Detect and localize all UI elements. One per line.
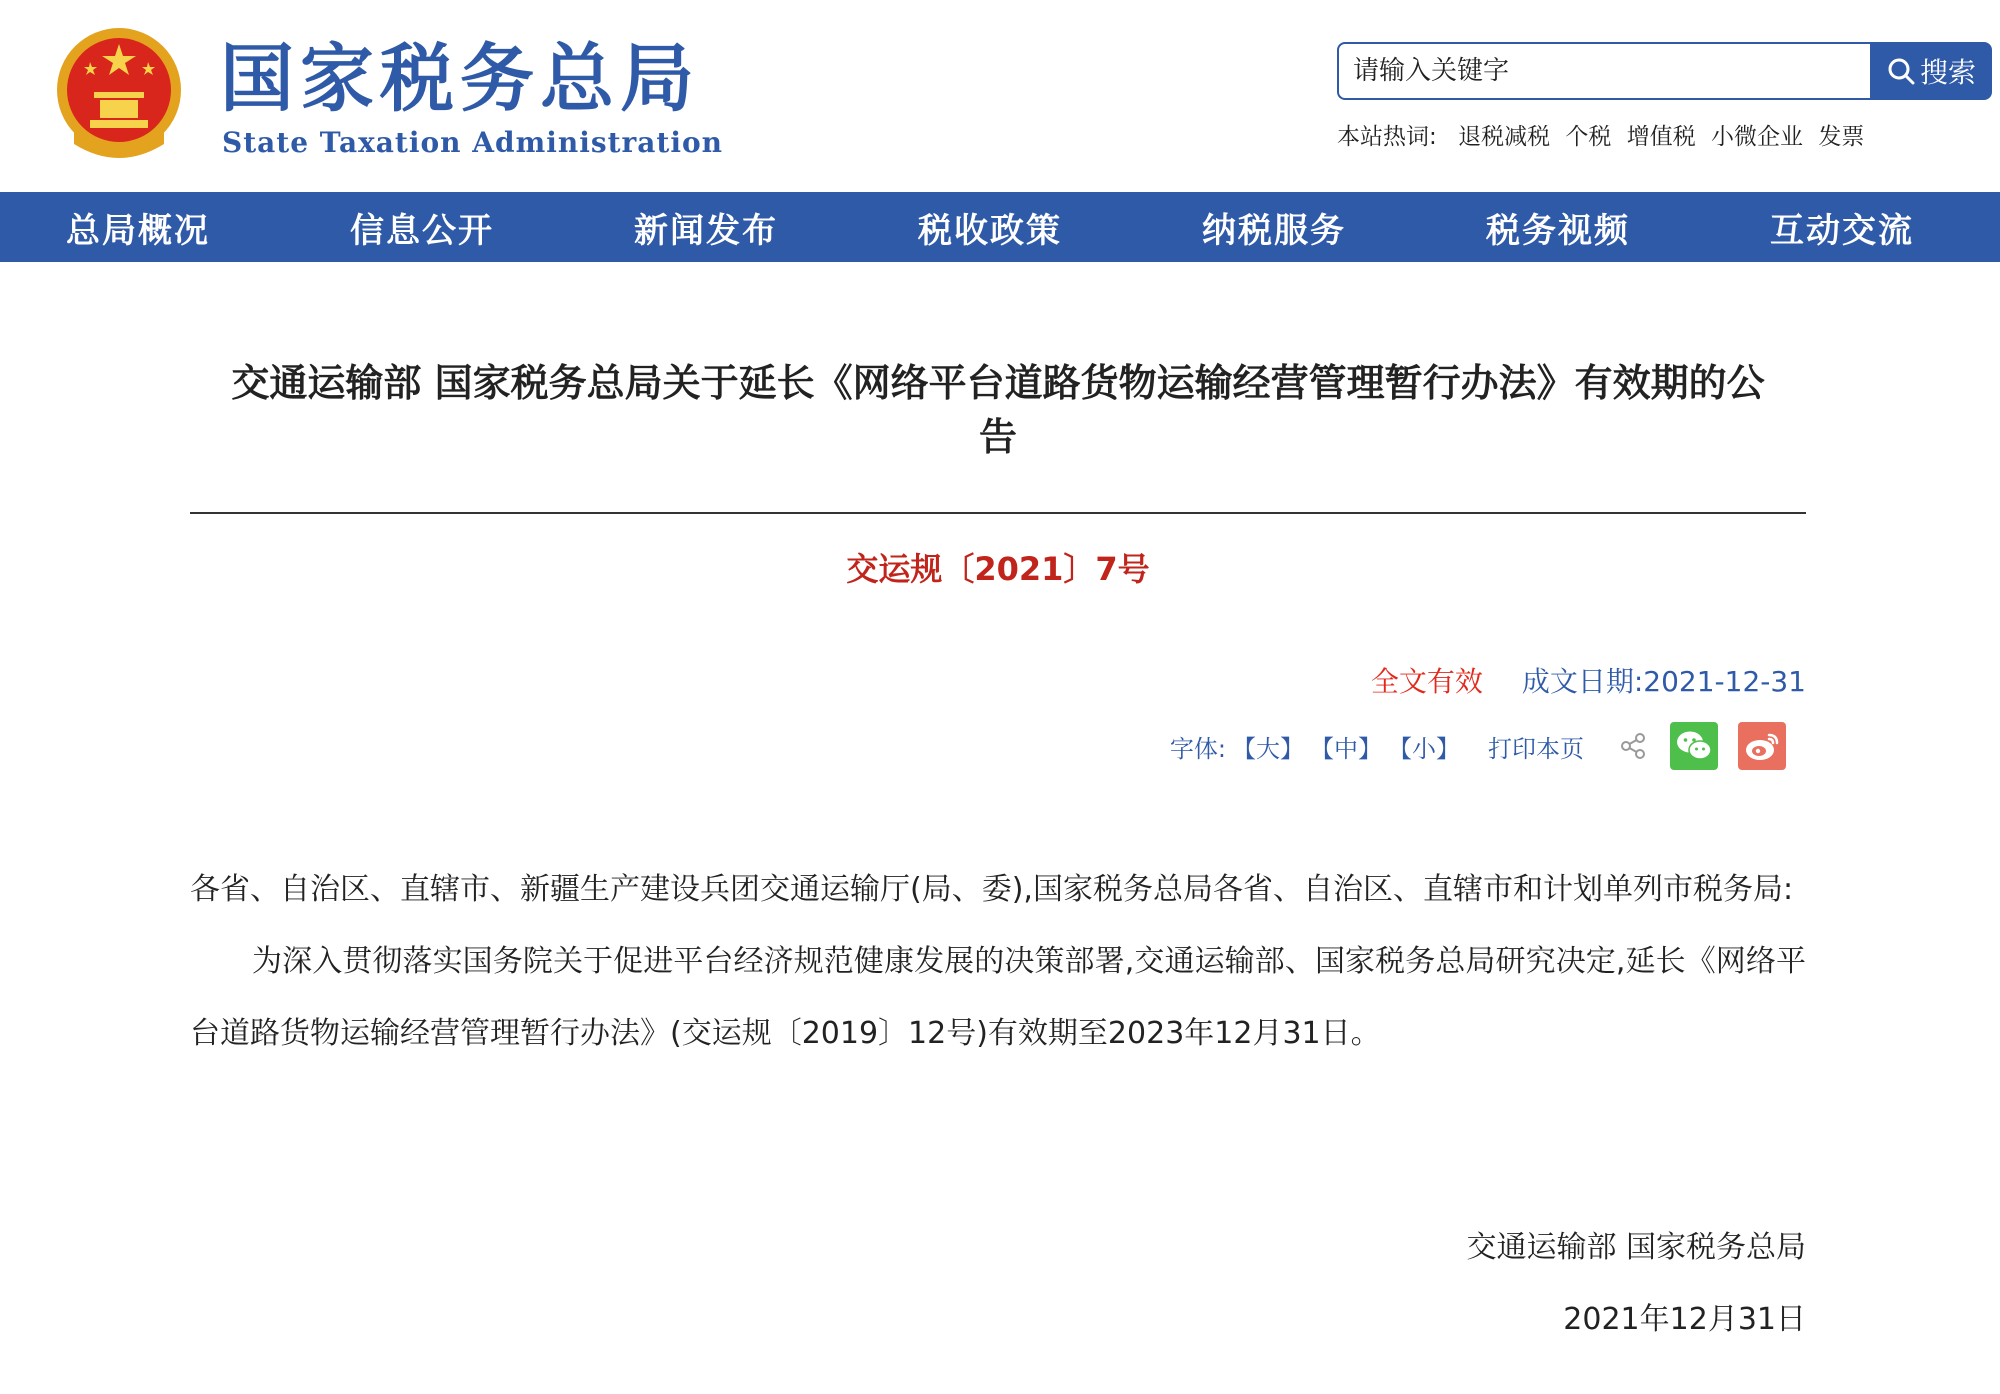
- signature-date: 2021年12月31日: [1563, 1302, 1806, 1337]
- main-nav: [0, 192, 2000, 262]
- article-tools: [1170, 722, 1786, 770]
- font-large-button[interactable]: 【大】: [1232, 734, 1304, 763]
- nav-item-tax-video[interactable]: 税务视频: [1486, 210, 1630, 251]
- validity-status: 全文有效: [1370, 665, 1483, 698]
- weibo-share-button[interactable]: [1738, 722, 1786, 770]
- search-button-label: 搜索: [1919, 56, 1976, 89]
- search-box: [1337, 42, 1872, 100]
- article-meta: [1371, 660, 1806, 700]
- hot-words: [1337, 118, 1872, 151]
- issue-date: 成文日期:2021-12-31: [1521, 665, 1806, 698]
- article-title: [190, 356, 1806, 464]
- search-input[interactable]: [1339, 44, 1872, 98]
- font-medium-button[interactable]: 【中】: [1310, 734, 1382, 763]
- article-title-line: 交通运输部 国家税务总局关于延长《网络平台道路货物运输经营管理暂行办法》有效期的公: [231, 361, 1765, 405]
- nav-item-tax-service[interactable]: 纳税服务: [1202, 210, 1346, 251]
- search-button[interactable]: [1870, 42, 1992, 100]
- title-divider: [190, 512, 1806, 514]
- issuing-authorities: 交通运输部 国家税务总局: [1466, 1230, 1806, 1265]
- nav-item-interaction[interactable]: 互动交流: [1770, 210, 1914, 251]
- wechat-share-button[interactable]: [1670, 722, 1718, 770]
- hot-word-link[interactable]: 小微企业: [1711, 124, 1803, 150]
- site-header: [0, 0, 2000, 192]
- national-emblem-icon: [54, 22, 184, 162]
- wechat-icon: [1675, 729, 1713, 763]
- document-number: 交运规〔2021〕7号: [846, 550, 1150, 588]
- nav-item-info-disclosure[interactable]: 信息公开: [350, 210, 494, 251]
- site-subtitle: State Taxation Administration: [222, 126, 724, 159]
- salutation-paragraph: 各省、自治区、直辖市、新疆生产建设兵团交通运输厅(局、委),国家税务总局各省、自治区、直辖市和计划单列市税务局:: [190, 872, 1794, 907]
- body-paragraph: 为深入贯彻落实国务院关于促进平台经济规范健康发展的决策部署,交通运输部、国家税务总局研究决定,延长《网络平台道路货物运输经营管理暂行办法》(交运规〔2019〕12号)有效期至2023年12月31日。: [190, 944, 1806, 1051]
- weibo-icon: [1743, 729, 1781, 763]
- site-title[interactable]: 国家税务总局: [220, 36, 700, 122]
- article-title-line: 告: [978, 415, 1017, 459]
- hot-word-link[interactable]: 个税: [1565, 124, 1612, 150]
- hot-word-link[interactable]: 发票: [1818, 124, 1865, 150]
- share-icon[interactable]: [1618, 731, 1648, 761]
- hot-word-link[interactable]: 退税减税: [1458, 124, 1551, 150]
- hot-words-label: 本站热词:: [1337, 124, 1437, 150]
- print-page-button[interactable]: 打印本页: [1488, 734, 1584, 763]
- article-signature: [1466, 1212, 1806, 1356]
- hot-word-link[interactable]: 增值税: [1626, 124, 1696, 150]
- nav-item-news[interactable]: 新闻发布: [634, 210, 778, 251]
- nav-item-tax-policy[interactable]: 税收政策: [918, 210, 1062, 251]
- font-size-label: 字体:: [1169, 734, 1226, 763]
- nav-item-overview[interactable]: 总局概况: [66, 210, 210, 251]
- font-small-button[interactable]: 【小】: [1388, 734, 1460, 763]
- search-icon: [1886, 56, 1916, 86]
- article-body: [190, 854, 1806, 1070]
